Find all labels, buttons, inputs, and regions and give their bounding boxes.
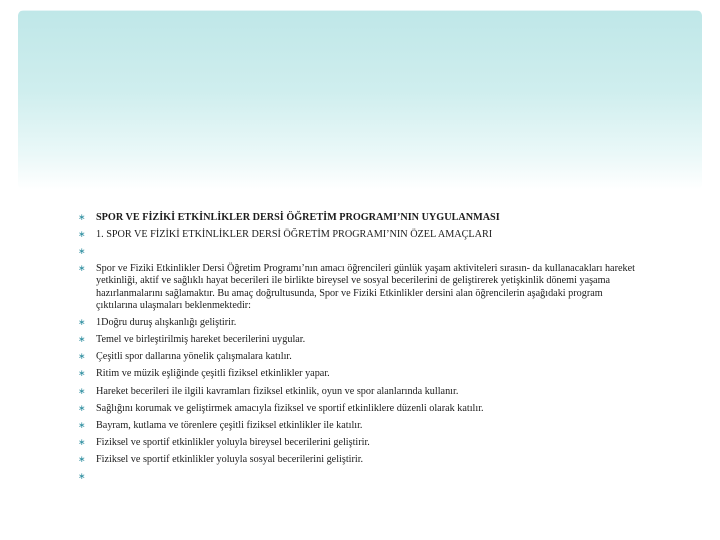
bullet-icon: ∗ (78, 420, 86, 431)
bullet-icon: ∗ (78, 471, 86, 482)
list-item (78, 263, 638, 313)
bullet-icon: ∗ (78, 386, 86, 397)
section-heading: SPOR VE FİZİKİ ETKİNLİKLER DERSİ ÖĞRETİM PROGRAMI’NIN UYGULANMASI (96, 212, 500, 223)
list-item (78, 403, 638, 415)
list-item (78, 386, 638, 398)
intro-paragraph: Spor ve Fiziki Etkinlikler Dersi Öğretim Programı’nın amacı öğrencileri günlük yaşam aktiviteleri sırasın- da kullanacakları hareket yetkinliği, aktif ve sağlıklı hayat becerileri ile birlikte bireysel ve sosyal becerilerini de geliştirerek yetişkinlik dönemi yaşama hazırlanmalarını sağlamaktır. Bu amaç doğrultusunda, Spor ve Fiziki Etkinlikler dersini alan öğrencilerin aşağıdaki program çıktılarına ulaşmaları beklenmektedir: (96, 263, 635, 312)
list-item-text: Ritim ve müzik eşliğinde çeşitli fiziksel etkinlikler yapar. (96, 368, 330, 380)
list-item (78, 246, 638, 258)
header-banner (18, 10, 702, 190)
list-item (78, 229, 638, 241)
list-item (78, 420, 638, 432)
subsection-heading: 1. SPOR VE FİZİKİ ETKİNLİKLER DERSİ ÖĞRETİM PROGRAMI’NIN ÖZEL AMAÇLARI (96, 229, 493, 241)
bullet-icon: ∗ (78, 403, 86, 414)
bullet-icon: ∗ (78, 213, 86, 223)
list-item-text: Fiziksel ve sportif etkinlikler yoluyla sosyal becerilerini geliştirir. (96, 453, 364, 465)
bullet-icon: ∗ (78, 369, 86, 380)
list-item (78, 212, 638, 224)
list-item-text: Hareket becerileri ile ilgili kavramları fiziksel etkinlik, oyun ve spor alanlarında kullanır. (96, 385, 459, 397)
list-item-text: Sağlığını korumak ve geliştirmek amacıyla fiziksel ve sportif etkinliklere düzenli olarak katılır. (96, 402, 484, 414)
bullet-icon: ∗ (78, 437, 86, 448)
list-item (78, 317, 638, 329)
bullet-icon: ∗ (78, 335, 86, 346)
bullet-list (78, 212, 638, 488)
list-item (78, 351, 638, 363)
list-item-text: Temel ve birleştirilmiş hareket becerilerini uygular. (96, 334, 306, 346)
bullet-icon: ∗ (78, 318, 86, 329)
list-item-text: Çeşitli spor dallarına yönelik çalışmalara katılır. (96, 351, 292, 363)
bullet-icon: ∗ (78, 264, 86, 275)
bullet-icon: ∗ (78, 352, 86, 363)
bullet-icon: ∗ (78, 230, 86, 241)
list-item (78, 368, 638, 380)
list-item-text: Fiziksel ve sportif etkinlikler yoluyla bireysel becerilerini geliştirir. (96, 436, 370, 448)
bullet-icon: ∗ (78, 454, 86, 465)
bullet-icon: ∗ (78, 247, 86, 258)
list-item (78, 454, 638, 466)
list-item (78, 437, 638, 449)
list-item (78, 471, 638, 483)
list-item-text: 1Doğru duruş alışkanlığı geliştirir. (96, 317, 237, 329)
list-item (78, 334, 638, 346)
list-item-text: Bayram, kutlama ve törenlere çeşitli fiziksel etkinlikler ile katılır. (96, 419, 363, 431)
